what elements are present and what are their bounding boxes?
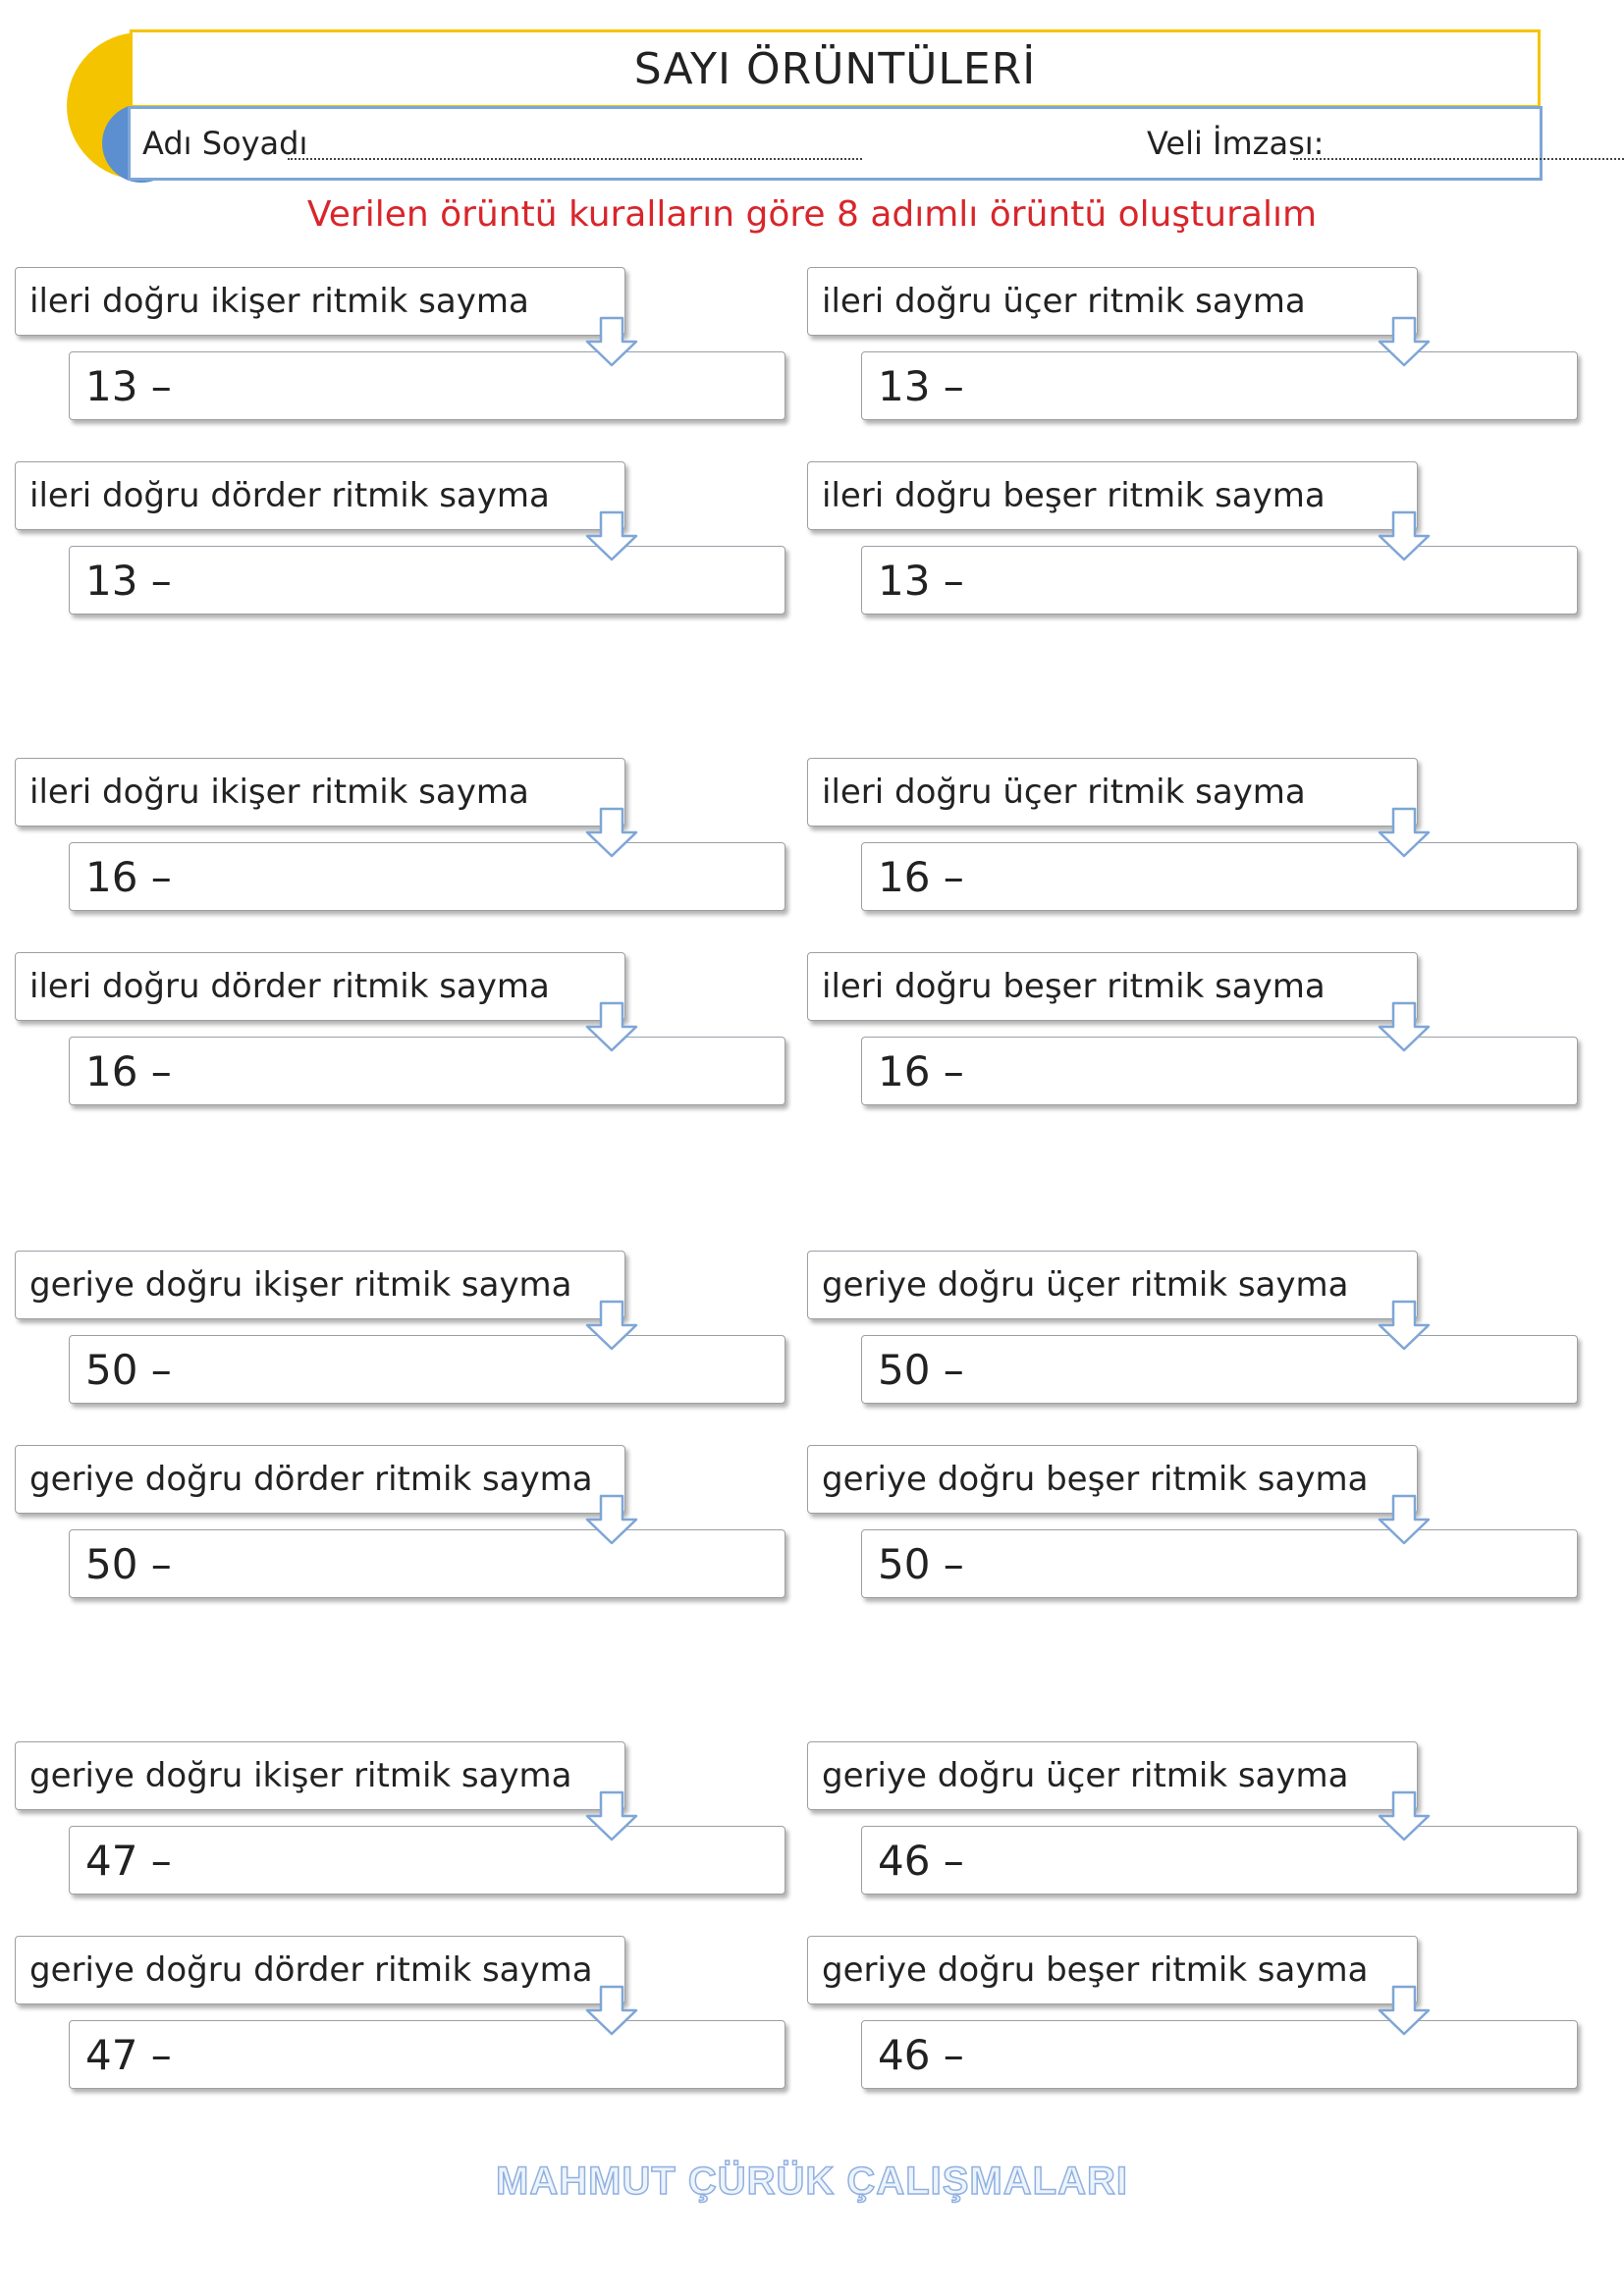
- rule-label: geriye doğru üçer ritmik sayma: [807, 1251, 1418, 1319]
- exercise-card: [15, 461, 808, 618]
- exercise-card: [807, 1445, 1600, 1602]
- exercise-card: [807, 1741, 1600, 1898]
- rule-label: ileri doğru dörder ritmik sayma: [15, 952, 625, 1021]
- rule-label: geriye doğru ikişer ritmik sayma: [15, 1741, 625, 1810]
- answer-field[interactable]: 50 –: [69, 1335, 785, 1404]
- down-arrow-icon: [1377, 1790, 1432, 1842]
- exercise-card: [807, 758, 1600, 915]
- down-arrow-icon: [1377, 510, 1432, 561]
- rule-label: geriye doğru dörder ritmik sayma: [15, 1936, 625, 2004]
- exercise-card: [15, 1936, 808, 2093]
- down-arrow-icon: [584, 1001, 639, 1052]
- answer-field[interactable]: 16 –: [69, 842, 785, 911]
- rule-label: geriye doğru ikişer ritmik sayma: [15, 1251, 625, 1319]
- name-field[interactable]: [288, 158, 862, 160]
- answer-field[interactable]: 50 –: [69, 1529, 785, 1598]
- exercise-card: [15, 1741, 808, 1898]
- rule-label: geriye doğru beşer ritmik sayma: [807, 1936, 1418, 2004]
- down-arrow-icon: [1377, 807, 1432, 858]
- answer-field[interactable]: 13 –: [69, 546, 785, 614]
- down-arrow-icon: [584, 1790, 639, 1842]
- footer-watermark: MAHMUT ÇÜRÜK ÇALIŞMALARI: [496, 2160, 1128, 2203]
- answer-field[interactable]: 46 –: [861, 2020, 1578, 2089]
- rule-label: geriye doğru üçer ritmik sayma: [807, 1741, 1418, 1810]
- rule-label: ileri doğru üçer ritmik sayma: [807, 758, 1418, 827]
- answer-field[interactable]: 47 –: [69, 2020, 785, 2089]
- answer-field[interactable]: 16 –: [861, 1037, 1578, 1105]
- rule-label: ileri doğru beşer ritmik sayma: [807, 952, 1418, 1021]
- down-arrow-icon: [584, 1985, 639, 2036]
- exercise-card: [807, 952, 1600, 1109]
- rule-label: ileri doğru üçer ritmik sayma: [807, 267, 1418, 336]
- name-label: Adı Soyadı: [142, 125, 308, 162]
- answer-field[interactable]: 47 –: [69, 1826, 785, 1895]
- answer-field[interactable]: 13 –: [861, 546, 1578, 614]
- down-arrow-icon: [584, 316, 639, 367]
- answer-field[interactable]: 16 –: [861, 842, 1578, 911]
- down-arrow-icon: [584, 807, 639, 858]
- rule-label: ileri doğru ikişer ritmik sayma: [15, 758, 625, 827]
- exercise-card: [15, 758, 808, 915]
- worksheet-title: SAYI ÖRÜNTÜLERİ: [130, 29, 1541, 108]
- exercise-card: [15, 1445, 808, 1602]
- student-info-bar: [128, 106, 1543, 181]
- exercise-card: [807, 267, 1600, 424]
- answer-field[interactable]: 50 –: [861, 1529, 1578, 1598]
- answer-field[interactable]: 13 –: [861, 351, 1578, 420]
- down-arrow-icon: [1377, 1985, 1432, 2036]
- rule-label: ileri doğru ikişer ritmik sayma: [15, 267, 625, 336]
- rule-label: geriye doğru beşer ritmik sayma: [807, 1445, 1418, 1514]
- down-arrow-icon: [1377, 1300, 1432, 1351]
- down-arrow-icon: [1377, 1494, 1432, 1545]
- signature-label: Veli İmzası:: [1147, 125, 1325, 162]
- exercise-card: [807, 461, 1600, 618]
- signature-field[interactable]: [1293, 158, 1624, 160]
- down-arrow-icon: [1377, 316, 1432, 367]
- down-arrow-icon: [584, 1300, 639, 1351]
- exercise-card: [807, 1251, 1600, 1408]
- instruction-text: Verilen örüntü kuralların göre 8 adımlı örüntü oluşturalım: [306, 194, 1318, 235]
- exercise-card: [15, 952, 808, 1109]
- down-arrow-icon: [584, 510, 639, 561]
- exercise-card: [807, 1936, 1600, 2093]
- answer-field[interactable]: 16 –: [69, 1037, 785, 1105]
- exercise-card: [15, 267, 808, 424]
- answer-field[interactable]: 46 –: [861, 1826, 1578, 1895]
- rule-label: ileri doğru dörder ritmik sayma: [15, 461, 625, 530]
- down-arrow-icon: [584, 1494, 639, 1545]
- exercise-card: [15, 1251, 808, 1408]
- rule-label: geriye doğru dörder ritmik sayma: [15, 1445, 625, 1514]
- answer-field[interactable]: 50 –: [861, 1335, 1578, 1404]
- down-arrow-icon: [1377, 1001, 1432, 1052]
- rule-label: ileri doğru beşer ritmik sayma: [807, 461, 1418, 530]
- answer-field[interactable]: 13 –: [69, 351, 785, 420]
